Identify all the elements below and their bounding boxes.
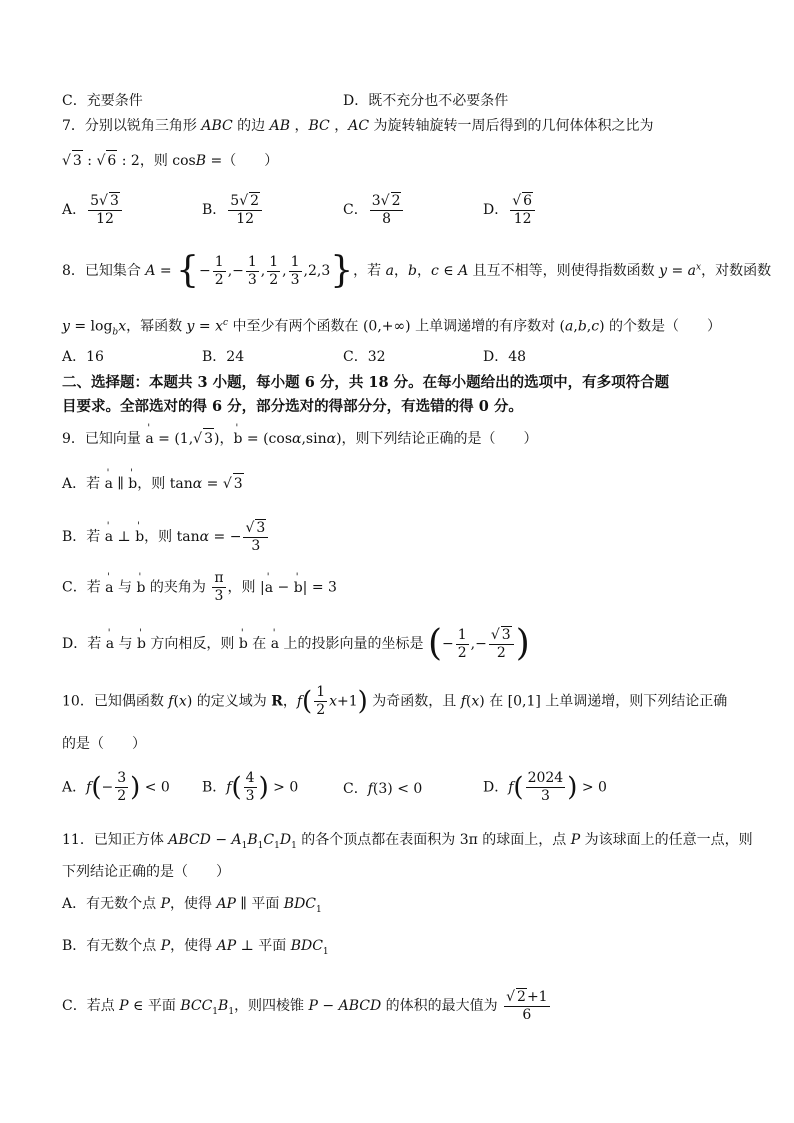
q10-option-c: C．f(3) < 0 bbox=[343, 781, 423, 797]
q9-option-b: B．若 ' a ⊥ ' b，则 tanα = − $\frac{√ 3}{3}$ bbox=[62, 519, 270, 555]
q7-option-c: C． $\frac{3√ 2}{8}$ bbox=[343, 192, 405, 228]
q6-option-c: C．充要条件 bbox=[62, 93, 143, 109]
q11-option-b: B．有无数个点 P，使得 AP ⊥ 平面 $BDC_1$ bbox=[62, 938, 329, 957]
q10-option-b: B．f( $\frac{4}{3}$ ) > 0 bbox=[202, 770, 299, 804]
q11-stem-line1: 11．已知正方体 ABCD − $A_1B_1C_1D_1$ 的各个顶点都在表面积为 3π 的球面上，点 P 为该球面上的任意一点，则 bbox=[62, 832, 753, 851]
section2-heading-line1: 二、选择题：本题共 3 小题，每小题 6 分，共 18 分。在每小题给出的选项中，有多项符合题 bbox=[62, 374, 670, 391]
q8-stem-line2: $y = \log_bx$，幂函数 $y = x^c$ 中至少有两个函数在 (0,+∞) 上单调递增的有序数对 (a,b,c) 的个数是（ ） bbox=[62, 318, 721, 338]
q11-option-c: C．若点 P ∈ 平面 $BCC_1B_1$，则四棱锥 P − ABCD 的体积的最大值为 $\frac{√ 2+1}{6}$ bbox=[62, 989, 548, 1023]
q7-stem-line1: 7．分别以锐角三角形 ABC 的边 AB ，BC ，AC 为旋转轴旋转一周后得到的几何体体积之比为 bbox=[62, 118, 654, 134]
q10-option-d: D．f( $\frac{2024}{3}$ ) > 0 bbox=[483, 770, 607, 804]
q9-option-d: D．若 ' a 与 ' b 方向相反，则 ' b 在 ' a 上的投影向量的坐标是 (− $\frac{1}{2}$ ,− $\frac{√ 3}{2}$ ) bbox=[62, 626, 530, 662]
q10-option-a: A．f(− $\frac{3}{2}$ ) < 0 bbox=[62, 770, 170, 804]
q9-stem: 9．已知向量 ' a = (1,√ 3)，' b = (cosα,sinα)，则下列结论正确的是（ ） bbox=[62, 428, 538, 449]
q9-option-c: C．若 ' a 与 ' b 的夹角为 $\frac{\pi}{3}$ ，则 |' a − ' b| = 3 bbox=[62, 570, 337, 605]
q7-option-b: B． $\frac{5√ 2}{12}$ bbox=[202, 192, 264, 228]
q8-stem-line1: 8．已知集合 A = {− $\frac{1}{2}$ ,− $\frac{1}{3}$ , $\frac{1}{2}$ , $\frac{1}{3}$ ,2,3}，若 a，b，c ∈ A 且互不相等，则使得指数函数 $y = a^x$，对数函数 bbox=[62, 250, 772, 291]
q11-option-a: A．有无数个点 P，使得 AP ∥ 平面 $BDC_1$ bbox=[62, 896, 322, 915]
q10-stem-line1: 10．已知偶函数 f(x) 的定义域为 R，f( $\frac{1}{2}$ x+1) 为奇函数，且 f(x) 在 [0,1] 上单调递增，则下列结论正确 bbox=[62, 684, 728, 718]
q10-stem-line2: 的是（ ） bbox=[62, 736, 146, 752]
q8-option-b: B．24 bbox=[202, 349, 245, 365]
q11-stem-line2: 下列结论正确的是（ ） bbox=[62, 864, 230, 880]
q7-stem-line2: √ 3 : √ 6 : 2，则 cosB =（ ） bbox=[62, 150, 278, 171]
q8-option-a: A．16 bbox=[62, 349, 104, 365]
q8-option-c: C．32 bbox=[343, 349, 386, 365]
section2-heading-line2: 目要求。全部选对的得 6 分，部分选对的得部分分，有选错的得 0 分。 bbox=[62, 398, 523, 415]
q8-option-d: D．48 bbox=[483, 349, 527, 365]
q7-option-d: D． $\frac{√ 6}{12}$ bbox=[483, 192, 537, 228]
q9-option-a: A．若 ' a ∥ ' b，则 tanα = √ 3 bbox=[62, 473, 244, 494]
q7-option-a: A． $\frac{5√ 3}{12}$ bbox=[62, 192, 124, 228]
q6-option-d: D．既不充分也不必要条件 bbox=[343, 93, 509, 109]
